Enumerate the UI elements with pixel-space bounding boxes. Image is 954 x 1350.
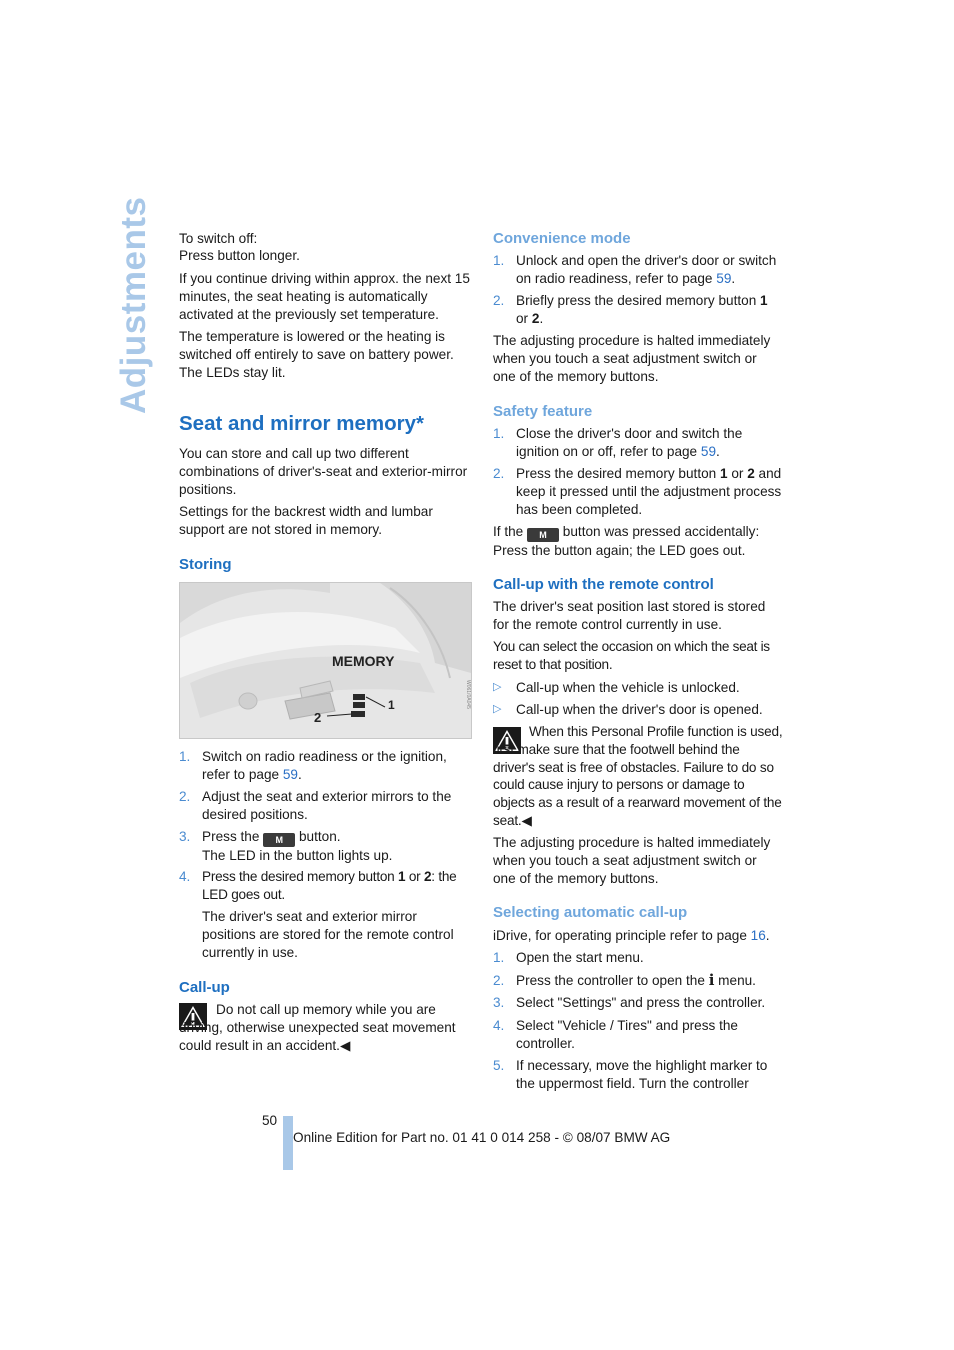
memory-button-1-label: 1 [398, 869, 406, 884]
step-number: 2. [493, 973, 505, 988]
step-number: 3. [493, 995, 505, 1010]
step-text-end: . [539, 310, 544, 326]
convenience-note: The adjusting procedure is halted immediately when you touch a seat adjustment switch or one of the memory buttons. [493, 333, 771, 384]
page-number: 50 [262, 1113, 278, 1128]
step-text: Close the driver's door and switch the ignition on or off, refer to page [516, 426, 743, 459]
memory-button-icon: M [263, 833, 295, 847]
step-number: 4. [179, 869, 191, 884]
step-number: 1. [493, 426, 505, 441]
bullet-text: Call-up when the driver's door is opened. [516, 702, 763, 717]
step-text: Select "Settings" and press the controller. [516, 995, 766, 1010]
step-result: The LED in the button lights up. [202, 848, 393, 863]
remote-paragraph-2: You can select the occasion on which the seat is reset to that position. [493, 639, 770, 672]
step-text-end: . [297, 766, 302, 782]
page-link-59[interactable]: 59 [282, 766, 298, 782]
step-number: 4. [493, 1018, 505, 1033]
callup-heading: Call-up [179, 979, 230, 996]
remote-note: The adjusting procedure is halted immediately when you touch a seat adjustment switch or one of the memory buttons. [493, 835, 771, 886]
auto-callup-heading: Selecting automatic call-up [493, 904, 688, 921]
memory-button-1-label: 1 [720, 466, 728, 481]
step-text-end: . [716, 443, 720, 459]
switch-off-line: To switch off: [179, 231, 258, 246]
memory-button-icon: M [527, 528, 559, 542]
intro-text-end: . [765, 928, 770, 943]
step-number: 2. [493, 466, 505, 481]
step-text-end: button. [295, 829, 341, 844]
memory-button-2-label: 2 [423, 869, 432, 884]
step-number: 1. [493, 950, 505, 965]
warning-text: When this Personal Profile function is used, first make sure that the footwell behind the driver's seat is free of obstacles. Failure to do so could cause injury to persons or damage to objects as a result of a rearward movement of the seat. [493, 724, 783, 828]
remote-paragraph-1: The driver's seat position last stored is stored for the remote control currently in use. [493, 599, 766, 632]
page-link-59[interactable]: 59 [700, 443, 717, 459]
step-text-end: and keep it pressed until the adjustment process has been completed. [516, 466, 782, 517]
chapter-title: Adjustments [114, 196, 153, 414]
step-text-mid: or [727, 466, 748, 481]
switch-off-instruction: Press button longer. [179, 248, 300, 263]
note-text-end: button was pressed accidentally: Press the button again; the LED goes out. [493, 524, 760, 558]
step-number: 1. [179, 749, 191, 764]
step-text-mid: or [516, 310, 532, 326]
intro-paragraph-2: Settings for the backrest width and lumbar support are not stored in memory. [179, 504, 433, 537]
footer-edition: Online Edition for Part no. 01 41 0 014 258 - © 08/07 BMW AG [293, 1130, 671, 1145]
end-mark-icon: ◀ [521, 812, 532, 828]
step-text: Open the start menu. [516, 950, 644, 965]
memory-button-2-label: 2 [747, 466, 755, 481]
step-text: Press the desired memory button [516, 466, 720, 481]
warning-text: Do not call up memory while you are driving, otherwise unexpected seat movement could result in an accident. [179, 1002, 456, 1053]
step-text: Press the [202, 829, 264, 844]
info-menu-icon: i [708, 971, 715, 989]
step-text: Briefly press the desired memory button [516, 293, 761, 308]
end-mark-icon: ◀ [339, 1037, 351, 1053]
step-text: Unlock and open the driver's door or switch on radio readiness, refer to page [516, 253, 777, 286]
step-text: Switch on radio readiness or the ignition, refer to page [202, 749, 447, 782]
step-text: If necessary, move the highlight marker to the uppermost field. Turn the controller [516, 1058, 768, 1091]
safety-heading: Safety feature [493, 403, 593, 420]
intro-text: iDrive, for operating principle refer to page [493, 928, 751, 943]
step-number: 3. [179, 829, 191, 844]
step-text-end: . [731, 270, 736, 286]
figure-code: W061/0A045 [465, 680, 471, 709]
step-text: Select "Vehicle / Tires" and press the controller. [516, 1018, 738, 1051]
step-text-end: : the LED goes out. [202, 869, 457, 902]
chapter-side-tab [112, 196, 153, 422]
section-heading-seat-memory: Seat and mirror memory* [179, 412, 424, 435]
safety-note [493, 523, 783, 560]
memory-button-2-label: 2 [531, 310, 540, 326]
step-text: Adjust the seat and exterior mirrors to the desired positions. [202, 789, 452, 822]
step-text-mid: or [405, 869, 424, 884]
bullet-text: Call-up when the vehicle is unlocked. [516, 680, 740, 695]
continue-paragraph: If you continue driving within approx. the next 15 minutes, the seat heating is automatically activated at the previously set temperature. [179, 271, 470, 322]
intro-paragraph-1: You can store and call up two different combinations of driver's-seat and exterior-mirror positions. [179, 446, 468, 497]
seat-memory-illustration [179, 582, 472, 739]
footer-accent-bar [283, 1116, 293, 1170]
step-number: 1. [493, 253, 505, 268]
callout-1: 1 [388, 698, 395, 712]
memory-label: MEMORY [332, 653, 395, 669]
step-text: Press the desired memory button [202, 869, 398, 884]
memory-button-1-label: 1 [760, 293, 768, 308]
step-4-note: The driver's seat and exterior mirror positions are stored for the remote control currently in use. [202, 909, 454, 960]
temperature-paragraph: The temperature is lowered or the heating is switched off entirely to save on battery power. The LEDs stay lit. [179, 329, 454, 380]
callout-2: 2 [314, 710, 322, 725]
remote-heading: Call-up with the remote control [493, 576, 714, 593]
step-number: 2. [493, 293, 505, 308]
bullet-triangle-icon: ▷ [493, 681, 502, 693]
convenience-heading: Convenience mode [493, 230, 631, 247]
remote-warning-text [493, 723, 783, 830]
storing-heading: Storing [179, 556, 232, 573]
page-link-59[interactable]: 59 [716, 270, 732, 286]
step-number: 2. [179, 789, 191, 804]
step-text: Press the controller to open the [516, 973, 709, 988]
callup-warning-text [179, 1001, 469, 1054]
step-number: 5. [493, 1058, 505, 1073]
step-text-end: menu. [714, 973, 756, 988]
note-text: If the [493, 524, 528, 539]
page-link-16[interactable]: 16 [750, 928, 766, 943]
auto-intro [493, 927, 783, 945]
bullet-triangle-icon: ▷ [493, 703, 502, 715]
